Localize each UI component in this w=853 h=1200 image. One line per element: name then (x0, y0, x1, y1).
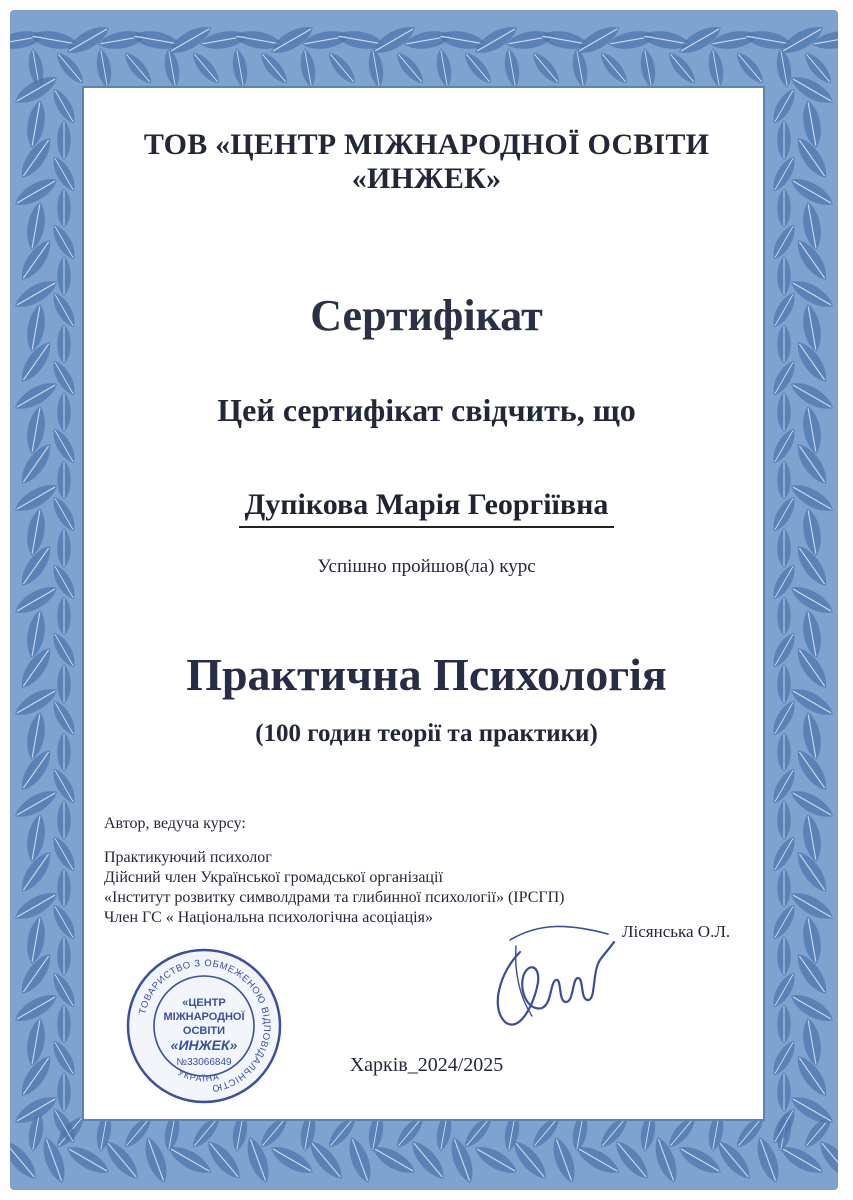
leaf-ornament (638, 47, 658, 88)
leaf-ornament (11, 989, 61, 1027)
leaf-ornament (774, 47, 794, 88)
leaf-ornament (787, 887, 837, 925)
leaf-ornament (324, 48, 360, 87)
leaf-ornament (11, 887, 61, 925)
leaf-ornament (162, 47, 182, 88)
course-hours: (100 годин теорії та практики) (255, 720, 598, 747)
leaf-ornament (787, 989, 837, 1027)
leaf-ornament (366, 47, 386, 88)
leaf-ornament (712, 1136, 756, 1184)
leaf-ornament (528, 48, 564, 87)
leaf-ornament (777, 800, 791, 840)
certifies-text: Цей сертифікат свідчить, що (217, 392, 636, 428)
seal-country: УКРАЇНА (176, 1067, 221, 1084)
leaf-ornament (777, 1072, 791, 1112)
leaf-ornament (57, 868, 71, 908)
leaf-ornament (57, 1004, 71, 1044)
leaf-ornament (471, 1141, 521, 1179)
leaf-ornament (256, 48, 292, 87)
organization-line-1: ТОВ «ЦЕНТР МІЖНАРОДНОЇ ОСВІТИ (143, 128, 710, 161)
leaf-ornament (787, 581, 837, 619)
credential-line: Член ГС « Національна психологічна асоціація» (104, 909, 433, 926)
leaf-ornament (230, 47, 250, 88)
credential-line: «Інститут розвитку символдрами та глибинної психології» (ІРСГП) (104, 889, 565, 906)
place-and-year: Харків_2024/2025 (349, 1054, 504, 1076)
leaf-ornament (120, 48, 156, 87)
leaf-ornament (298, 47, 318, 88)
leaf-ornament (787, 785, 837, 823)
passed-text: Успішно пройшов(ла) курс (317, 556, 536, 577)
company-seal (124, 946, 284, 1106)
credential-line: Дійсний член Української громадської організації (104, 869, 443, 886)
organization-line-2: «ИНЖЕК» (351, 162, 502, 195)
leaf-ornament (100, 1136, 144, 1184)
leaf-ornament (434, 47, 454, 88)
leaf-ornament (706, 47, 726, 88)
leaf-ornament (675, 1141, 725, 1179)
leaf-ornament (502, 47, 522, 88)
recipient-block (0, 488, 853, 528)
leaf-ornament (508, 1136, 552, 1184)
leaf-ornament (460, 48, 496, 87)
seal-code: №33066849 (176, 1057, 232, 1068)
leaf-ornament (664, 48, 700, 87)
leaf-ornament (188, 48, 224, 87)
leaf-ornament (94, 47, 114, 88)
leaf-ornament (57, 936, 71, 976)
leaf-ornament (57, 800, 71, 840)
leaf-ornament (11, 785, 61, 823)
handwritten-signature (480, 912, 620, 1042)
author-label: Автор, ведуча курсу: (104, 815, 246, 832)
leaf-ornament (11, 581, 61, 619)
seal-center-line: «ЦЕНТР (182, 997, 226, 1009)
seal-center-line: МІЖНАРОДНОЇ (163, 1011, 245, 1023)
leaf-ornament (596, 48, 632, 87)
signer-name: Лісянська О.Л. (622, 922, 731, 941)
leaf-ornament (392, 48, 428, 87)
leaf-ornament (732, 48, 768, 87)
leaf-ornament (57, 1072, 71, 1112)
leaf-ornament (814, 1136, 838, 1184)
leaf-ornament (777, 596, 791, 636)
leaf-ornament (777, 936, 791, 976)
leaf-ornament (570, 47, 590, 88)
course-name: Практична Психологія (186, 649, 667, 700)
seal-center-line: «ИНЖЕК» (170, 1037, 238, 1053)
leaf-ornament (57, 596, 71, 636)
seal-center-line: ОСВІТИ (182, 1025, 226, 1037)
seal-ring-text: ТОВАРИСТВО З ОБМЕЖЕНОЮ ВІДПОВІДАЛЬНІСТЮ (137, 957, 273, 1094)
leaf-ornament (304, 1136, 348, 1184)
leaf-ornament (267, 1141, 317, 1179)
leaf-ornament (63, 1141, 113, 1179)
organization-name (0, 128, 853, 196)
certificate-title: Сертифікат (310, 291, 543, 340)
recipient-name: Дупікова Марія Георгіївна (239, 488, 615, 528)
leaf-ornament (777, 868, 791, 908)
leaf-ornament (52, 48, 88, 87)
leaf-ornament (777, 1004, 791, 1044)
credential-line: Практикуючий психолог (104, 849, 272, 866)
